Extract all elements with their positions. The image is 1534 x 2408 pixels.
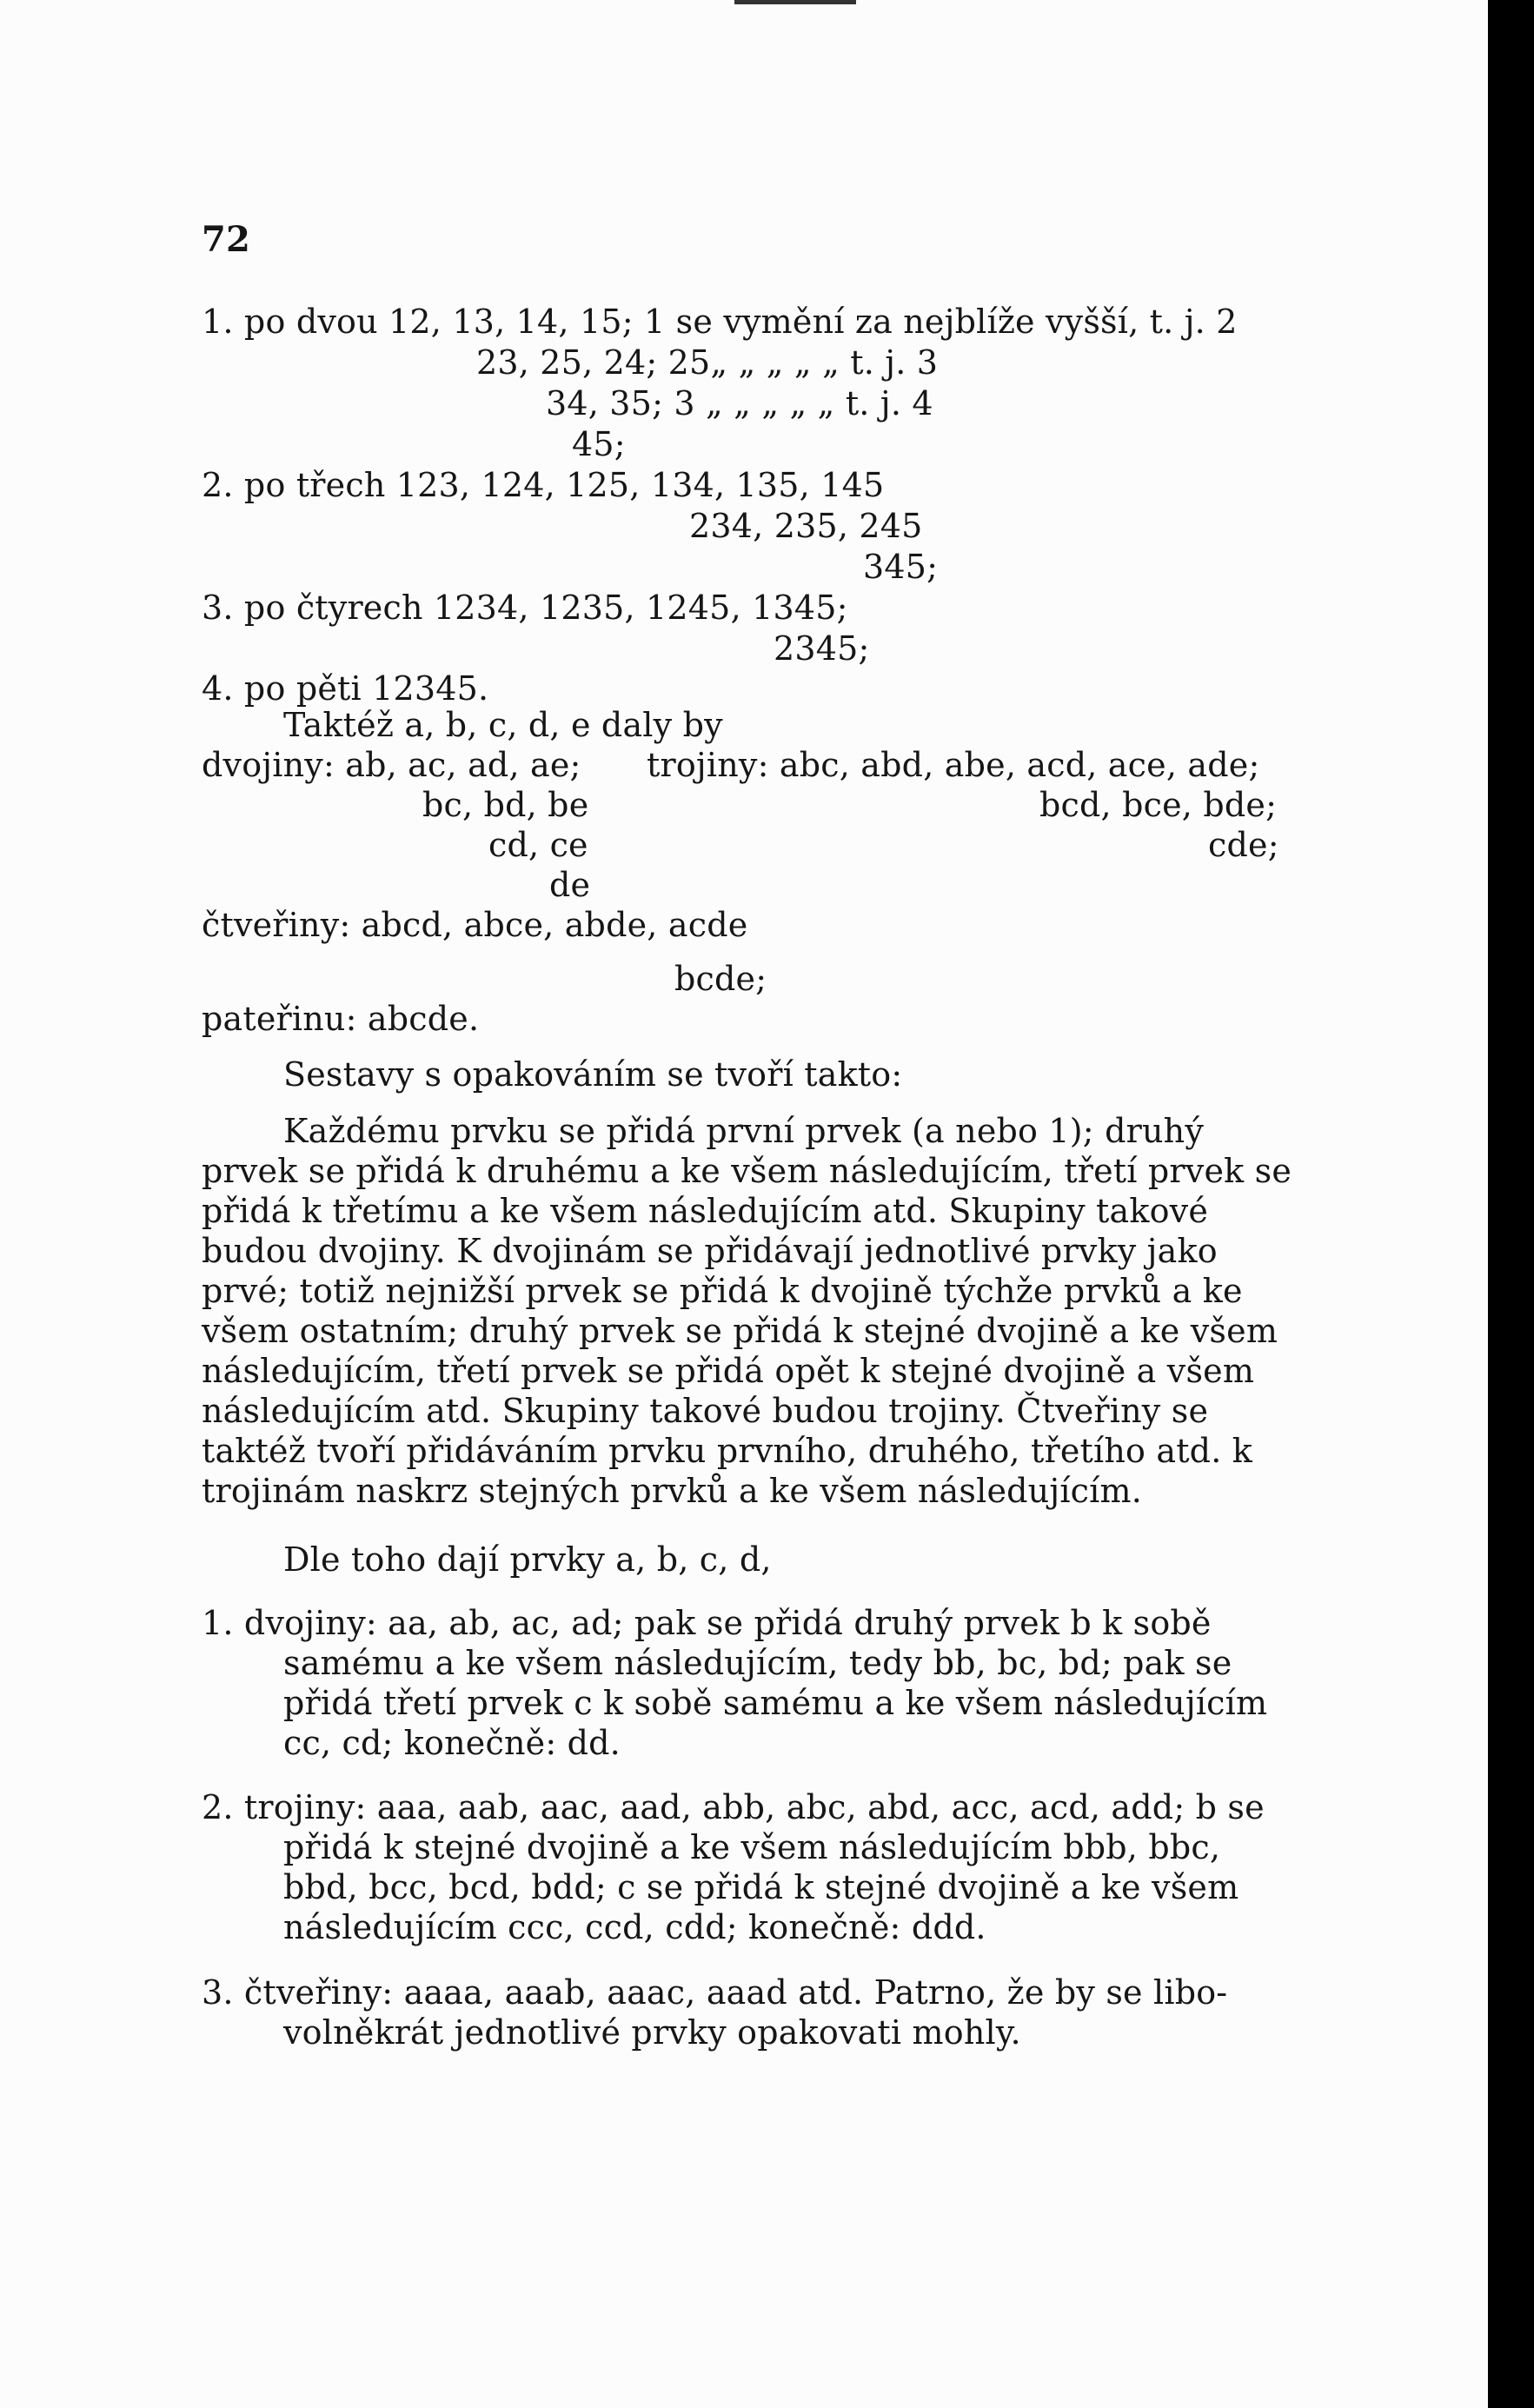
text-line: Každému prvku se přidá první prvek (a nebo 1); druhý	[283, 1112, 1204, 1150]
text-line: 23, 25, 24; 25„ „ „ „ „ t. j. 3	[476, 343, 939, 382]
text-line: 234, 235, 245	[689, 507, 923, 545]
text-line: bcd, bce, bde;	[1039, 786, 1278, 824]
text-line: přidá třetí prvek c k sobě samému a ke všem následujícím	[283, 1684, 1268, 1722]
text-line: volněkrát jednotlivé prvky opakovati mohly.	[283, 2013, 1021, 2052]
text-line: 2345;	[774, 629, 870, 668]
text-line: cd, ce	[488, 826, 588, 864]
text-line: budou dvojiny. K dvojinám se přidávají jednotlivé prvky jako	[202, 1232, 1218, 1270]
text-line: trojinám naskrz stejných prvků a ke všem následujícím.	[202, 1472, 1143, 1510]
text-line: 3. čtveřiny: aaaa, aaab, aaac, aaad atd. Patrno, že by se libo-	[202, 1973, 1228, 2012]
text-line: Dle toho dají prvky a, b, c, d,	[283, 1540, 772, 1579]
page-number: 72	[202, 219, 251, 260]
text-line: cde;	[1208, 826, 1279, 864]
text-line: následujícím atd. Skupiny takové budou trojiny. Čtveřiny se	[202, 1392, 1209, 1430]
text-line: 4. po pěti 12345.	[202, 669, 489, 708]
text-line: Taktéž a, b, c, d, e daly by	[283, 706, 723, 744]
text-line: 1. po dvou 12, 13, 14, 15; 1 se vymění za nejblíže vyšší, t. j. 2	[202, 303, 1238, 341]
text-line: samému a ke všem následujícím, tedy bb, bc, bd; pak se	[283, 1644, 1232, 1682]
text-line: všem ostatním; druhý prvek se přidá k stejné dvojině a ke všem	[202, 1312, 1278, 1350]
text-line: přidá k třetímu a ke všem následujícím atd. Skupiny takové	[202, 1192, 1209, 1230]
text-line: pateřinu: abcde.	[202, 1000, 480, 1038]
text-line: 345;	[863, 548, 939, 586]
text-line: následujícím ccc, ccd, cdd; konečně: ddd.	[283, 1908, 986, 1946]
text-line: přidá k stejné dvojině a ke všem následujícím bbb, bbc,	[283, 1828, 1221, 1866]
text-line: prvek se přidá k druhému a ke všem následujícím, třetí prvek se	[202, 1152, 1292, 1190]
text-line: bc, bd, be	[422, 786, 589, 824]
text-line: 2. po třech 123, 124, 125, 134, 135, 145	[202, 466, 885, 504]
text-line: 2. trojiny: aaa, aab, aac, aad, abb, abc, abd, acc, acd, add; b se	[202, 1788, 1265, 1826]
text-line: trojiny: abc, abd, abe, acd, ace, ade;	[647, 746, 1260, 784]
section-heading: Sestavy s opakováním se tvoří takto:	[283, 1055, 903, 1094]
scan-border	[1488, 0, 1534, 2408]
text-line: 1. dvojiny: aa, ab, ac, ad; pak se přidá druhý prvek b k sobě	[202, 1604, 1212, 1642]
text-line: cc, cd; konečně: dd.	[283, 1724, 621, 1762]
text-line: 3. po čtyrech 1234, 1235, 1245, 1345;	[202, 589, 848, 627]
text-line: dvojiny: ab, ac, ad, ae;	[202, 746, 581, 784]
text-line: čtveřiny: abcd, abce, abde, acde	[202, 906, 748, 944]
scan-edge-mark	[734, 0, 856, 4]
text-line: taktéž tvoří přidáváním prvku prvního, druhého, třetího atd. k	[202, 1432, 1252, 1470]
text-line: následujícím, třetí prvek se přidá opět k stejné dvojině a všem	[202, 1352, 1255, 1390]
text-line: 34, 35; 3 „ „ „ „ „ t. j. 4	[546, 384, 933, 422]
text-line: de	[549, 866, 591, 904]
text-line: bbd, bcc, bcd, bdd; c se přidá k stejné dvojině a ke všem	[283, 1868, 1239, 1906]
text-line: 45;	[572, 425, 626, 463]
text-line: bcde;	[674, 960, 767, 998]
text-line: prvé; totiž nejnižší prvek se přidá k dvojině týchže prvků a ke	[202, 1272, 1243, 1310]
